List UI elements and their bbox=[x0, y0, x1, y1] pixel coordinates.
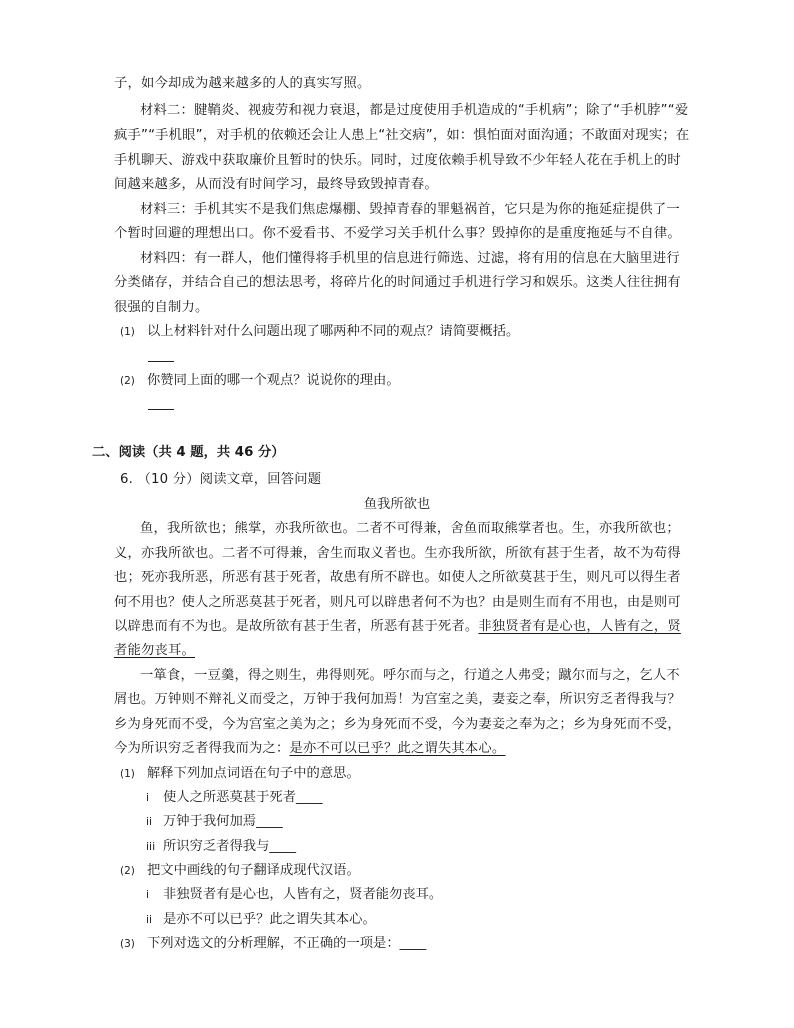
text-line: 材料三：手机其实不是我们焦虑爆棚、毁掉青春的罪魁祸首，它只是为你的拖延症提供了一 bbox=[140, 202, 680, 217]
sub-number: i bbox=[146, 791, 150, 804]
text-line: 手机聊天、游戏中获取廉价且暂时的快乐。同时，过度依赖手机导致不少年轻人花在手机上的时 bbox=[114, 153, 681, 168]
answer-blank[interactable] bbox=[148, 409, 174, 410]
underlined-sentence: 是亦不可以已乎？此之谓失其本心。 bbox=[289, 741, 506, 756]
text-line: 个暂时回避的理想出口。你不爱看书、不爱学习关手机什么事？毁掉你的是重度拖延与不自律。 bbox=[114, 226, 681, 241]
text-line: 间越来越多，从而没有时间学习，最终导致毁掉青春。 bbox=[114, 177, 438, 192]
text-line bbox=[114, 641, 694, 661]
question-number: (2) bbox=[120, 375, 135, 387]
question-number: (2) bbox=[120, 865, 135, 877]
text-line bbox=[114, 739, 694, 759]
underlined-sentence: 者能勿丧耳。 bbox=[114, 643, 195, 658]
sub-number: i bbox=[146, 888, 150, 901]
sub-question[interactable]: 所识穷乏者得我与____ bbox=[163, 839, 296, 854]
answer-blank[interactable] bbox=[148, 361, 174, 362]
text-line: 乡为身死而不受，今为宫室之美为之；乡为身死而不受，今为妻妾之奉为之；乡为身死而不受， bbox=[114, 717, 681, 732]
question-text[interactable]: 下列对选文的分析理解，不正确的一项是：____ bbox=[147, 936, 427, 951]
plain-text: 以辟患而有不为也。是故所欲有甚于生者，所恶有甚于死者。 bbox=[114, 619, 479, 634]
text-line: 材料二：腱鞘炎、视疲劳和视力衰退，都是过度使用手机造成的“手机病”；除了“手机脖”“爱 bbox=[140, 103, 689, 118]
article-title: 鱼我所欲也 bbox=[363, 497, 431, 512]
question-heading: 6. （10 分）阅读文章，回答问题 bbox=[120, 472, 322, 487]
question-text: 解释下列加点词语在句子中的意思。 bbox=[147, 766, 360, 781]
text-line: 义，亦我所欲也。二者不可得兼，舍生而取义者也。生亦我所欲，所欲有甚于生者，故不为苟得 bbox=[114, 546, 681, 561]
question-text: 把文中画线的句子翻译成现代汉语。 bbox=[147, 863, 360, 878]
sub-number: iii bbox=[146, 840, 156, 853]
sub-question[interactable]: 万钟于我何加焉____ bbox=[163, 814, 283, 829]
question-number: (1) bbox=[120, 768, 135, 780]
question-number: (3) bbox=[120, 938, 135, 950]
plain-text: 今为所识穷乏者得我而为之： bbox=[114, 741, 290, 756]
text-line: 子，如今却成为越来越多的人的真实写照。 bbox=[114, 76, 371, 91]
text-line: 分类储存，并结合自己的想法思考，将碎片化的时间通过手机进行学习和娱乐。这类人往往拥有 bbox=[114, 275, 681, 290]
text-line: 鱼，我所欲也；熊掌，亦我所欲也。二者不可得兼，舍鱼而取熊掌者也。生，亦我所欲也； bbox=[140, 521, 680, 536]
sub-question[interactable]: 使人之所恶莫甚于死者____ bbox=[163, 790, 323, 805]
text-line: 也；死亦我所恶，所恶有甚于死者，故患有所不辟也。如使人之所欲莫甚于生，则凡可以得生者 bbox=[114, 570, 681, 585]
question-number: (1) bbox=[120, 326, 135, 338]
sub-question: 是亦不可以已乎？此之谓失其本心。 bbox=[163, 912, 376, 927]
text-line: 屑也。万钟则不辩礼义而受之，万钟于我何加焉！为宫室之美，妻妾之奉，所识穷乏者得我与？ bbox=[114, 692, 681, 707]
underlined-sentence: 非独贤者有是心也，人皆有之，贤 bbox=[478, 619, 681, 634]
section-heading: 二、阅读（共 4 题，共 46 分） bbox=[92, 445, 285, 460]
sub-number: ii bbox=[146, 913, 153, 926]
text-line: 疯手”“手机眼”，对手机的依赖还会让人患上“社交病”，如：惧怕面对面沟通；不敢面对现实；在 bbox=[114, 128, 690, 143]
text-line bbox=[114, 617, 694, 637]
text-line: 一箪食，一豆羹，得之则生，弗得则死。呼尔而与之，行道之人弗受；蹴尔而与之，乞人不 bbox=[140, 668, 680, 683]
question-text: 你赞同上面的哪一个观点？说说你的理由。 bbox=[147, 373, 400, 388]
text-line: 很强的自制力。 bbox=[114, 300, 209, 315]
question-text: 以上材料针对什么问题出现了哪两种不同的观点？请简要概括。 bbox=[147, 324, 520, 339]
sub-question: 非独贤者有是心也，人皆有之，贤者能勿丧耳。 bbox=[163, 887, 443, 902]
sub-number: ii bbox=[146, 815, 153, 828]
text-line: 何不用也？使人之所恶莫甚于死者，则凡可以辟患者何不为也？由是则生而有不用也，由是则可 bbox=[114, 595, 681, 610]
text-line: 材料四：有一群人，他们懂得将手机里的信息进行筛选、过滤，将有用的信息在大脑里进行 bbox=[140, 251, 680, 266]
